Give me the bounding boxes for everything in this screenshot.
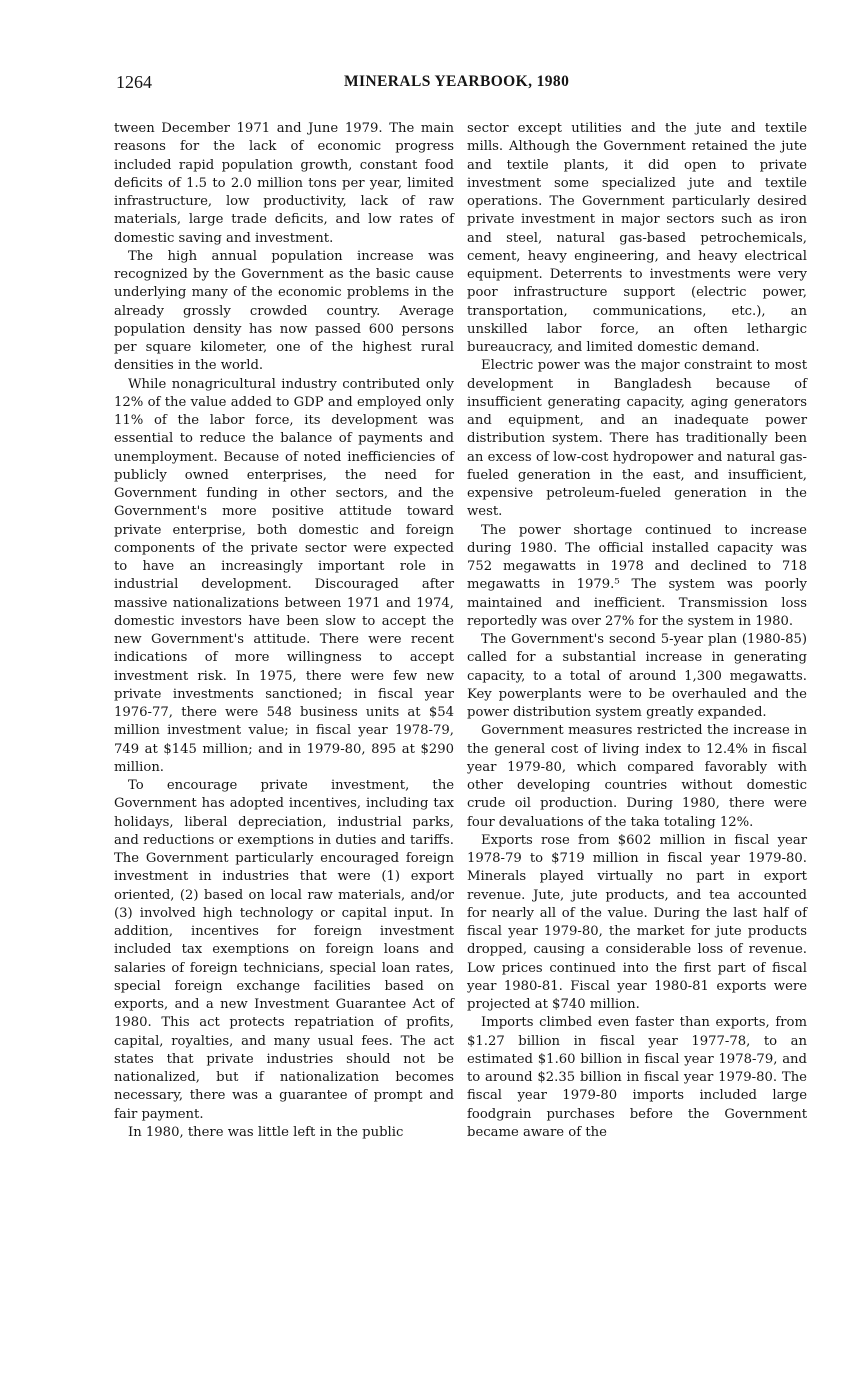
- page-number: 1264: [116, 72, 152, 92]
- left-paragraph-5: In 1980, there was little left in the public: [128, 1124, 404, 1140]
- right-paragraph-3: The power shortage continued to increase during 1980. The official installed capacity was 752 megawatts in 1978 and declined to 718 megawatts in 1979.⁵ The system was poorly maintained and inefficient. Transmission loss reportedly was over 27% for the system in 1980.: [467, 522, 807, 629]
- right-paragraph-4: The Government's second 5-year plan (1980-85) called for a substantial increase in generating capacity, to a total of around 1,300 megawatts. Key powerplants were to be overhauled and the power distribution system greatly expanded.: [467, 632, 807, 720]
- left-paragraph-1: tween December 1971 and June 1979. The main reasons for the lack of economic progress included rapid population growth, constant food deficits of 1.5 to 2.0 million tons per year, limited infrastructure, low productivity, lack of raw materials, large trade deficits, and low rates of domestic saving and investment.: [114, 121, 454, 246]
- right-paragraph-2: Electric power was the major constraint to most development in Bangladesh because of insufficient generating capacity, aging generators and equipment, and an inadequate power distribution system. There has traditionally been an excess of low-cost hydropower and natural gas-fueled generation in the east, and insufficient, expensive petroleum-fueled generation in the west.: [467, 358, 807, 520]
- page-header: [116, 72, 816, 96]
- right-paragraph-5: Government measures restricted the increase in the general cost of living index to 12.4% in fiscal year 1979-80, which compared favorably with other developing countries without domestic crude oil production. During 1980, there were four devaluations of the taka totaling 12%.: [467, 723, 807, 830]
- left-paragraph-3: While nonagricultural industry contributed only 12% of the value added to GDP and employed only 11% of the labor force, its development was essential to reduce the balance of payments and unemployment. Because of noted inefficiencies of publicly owned enterprises, the need for Government funding in other sectors, and the Government's more positive attitude toward private enterprise, both domestic and foreign components of the private sector were expected to have an increasingly important role in industrial development. Discouraged after massive nationalizations between 1971 and 1974, domestic investors have been slow to accept the new Government's attitude. There were recent indications of more willingness to accept investment risk. In 1975, there were few new private investments sanctioned; in fiscal year 1976-77, there were 548 business units at $54 million investment value; in fiscal year 1978-79, 749 at $145 million; and in 1979-80, 895 at $290 million.: [114, 376, 454, 775]
- right-paragraph-6: Exports rose from $602 million in fiscal year 1978-79 to $719 million in fiscal year 1979-80. Minerals played virtually no part in export revenue. Jute, jute products, and tea accounted for nearly all of the value. During the last half of fiscal year 1979-80, the market for jute products dropped, causing a considerable loss of revenue. Low prices continued into the first part of fiscal year 1980-81. Fiscal year 1980-81 exports were projected at $740 million.: [467, 832, 807, 1012]
- left-paragraph-4: To encourage private investment, the Government has adopted incentives, including tax holidays, liberal depreciation, industrial parks, and reductions or exemptions in duties and tariffs. The Government particularly encouraged foreign investment in industries that were (1) export oriented, (2) based on local raw materials, and/or (3) involved high technology or capital input. In addition, incentives for foreign investment included tax exemptions on foreign loans and salaries of foreign technicians, special loan rates, special foreign exchange facilities based on exports, and a new Investment Guarantee Act of 1980. This act protects repatriation of profits, capital, royalties, and many usual fees. The act states that private industries should not be nationalized, but if nationalization becomes necessary, there was a guarantee of prompt and fair payment.: [114, 778, 454, 1122]
- right-paragraph-1: sector except utilities and the jute and textile mills. Although the Government retained the jute and textile plants, it did open to private investment some specialized jute and textile operations. The Government particularly desired private investment in major sectors such as iron and steel, natural gas-based petrochemicals, cement, heavy engineering, and heavy electrical equipment. Deterrents to investments were very poor infrastructure support (electric power, transportation, communications, etc.), an unskilled labor force, an often lethargic bureaucracy, and limited domestic demand.: [467, 121, 807, 355]
- right-paragraph-7: Imports climbed even faster than exports, from $1.27 billion in fiscal year 1977-78, to an estimated $1.60 billion in fiscal year 1978-79, and to around $2.35 billion in fiscal year 1979-80. The fiscal year 1979-80 imports included large foodgrain purchases before the Government became aware of the: [467, 1015, 807, 1140]
- right-column: [467, 120, 807, 1142]
- running-head: MINERALS YEARBOOK, 1980: [344, 73, 570, 90]
- left-column: [114, 120, 454, 1142]
- left-paragraph-2: The high annual population increase was recognized by the Government as the basic cause underlying many of the economic problems in the already grossly crowded country. Average population density has now passed 600 persons per square kilometer, one of the highest rural densities in the world.: [114, 248, 454, 374]
